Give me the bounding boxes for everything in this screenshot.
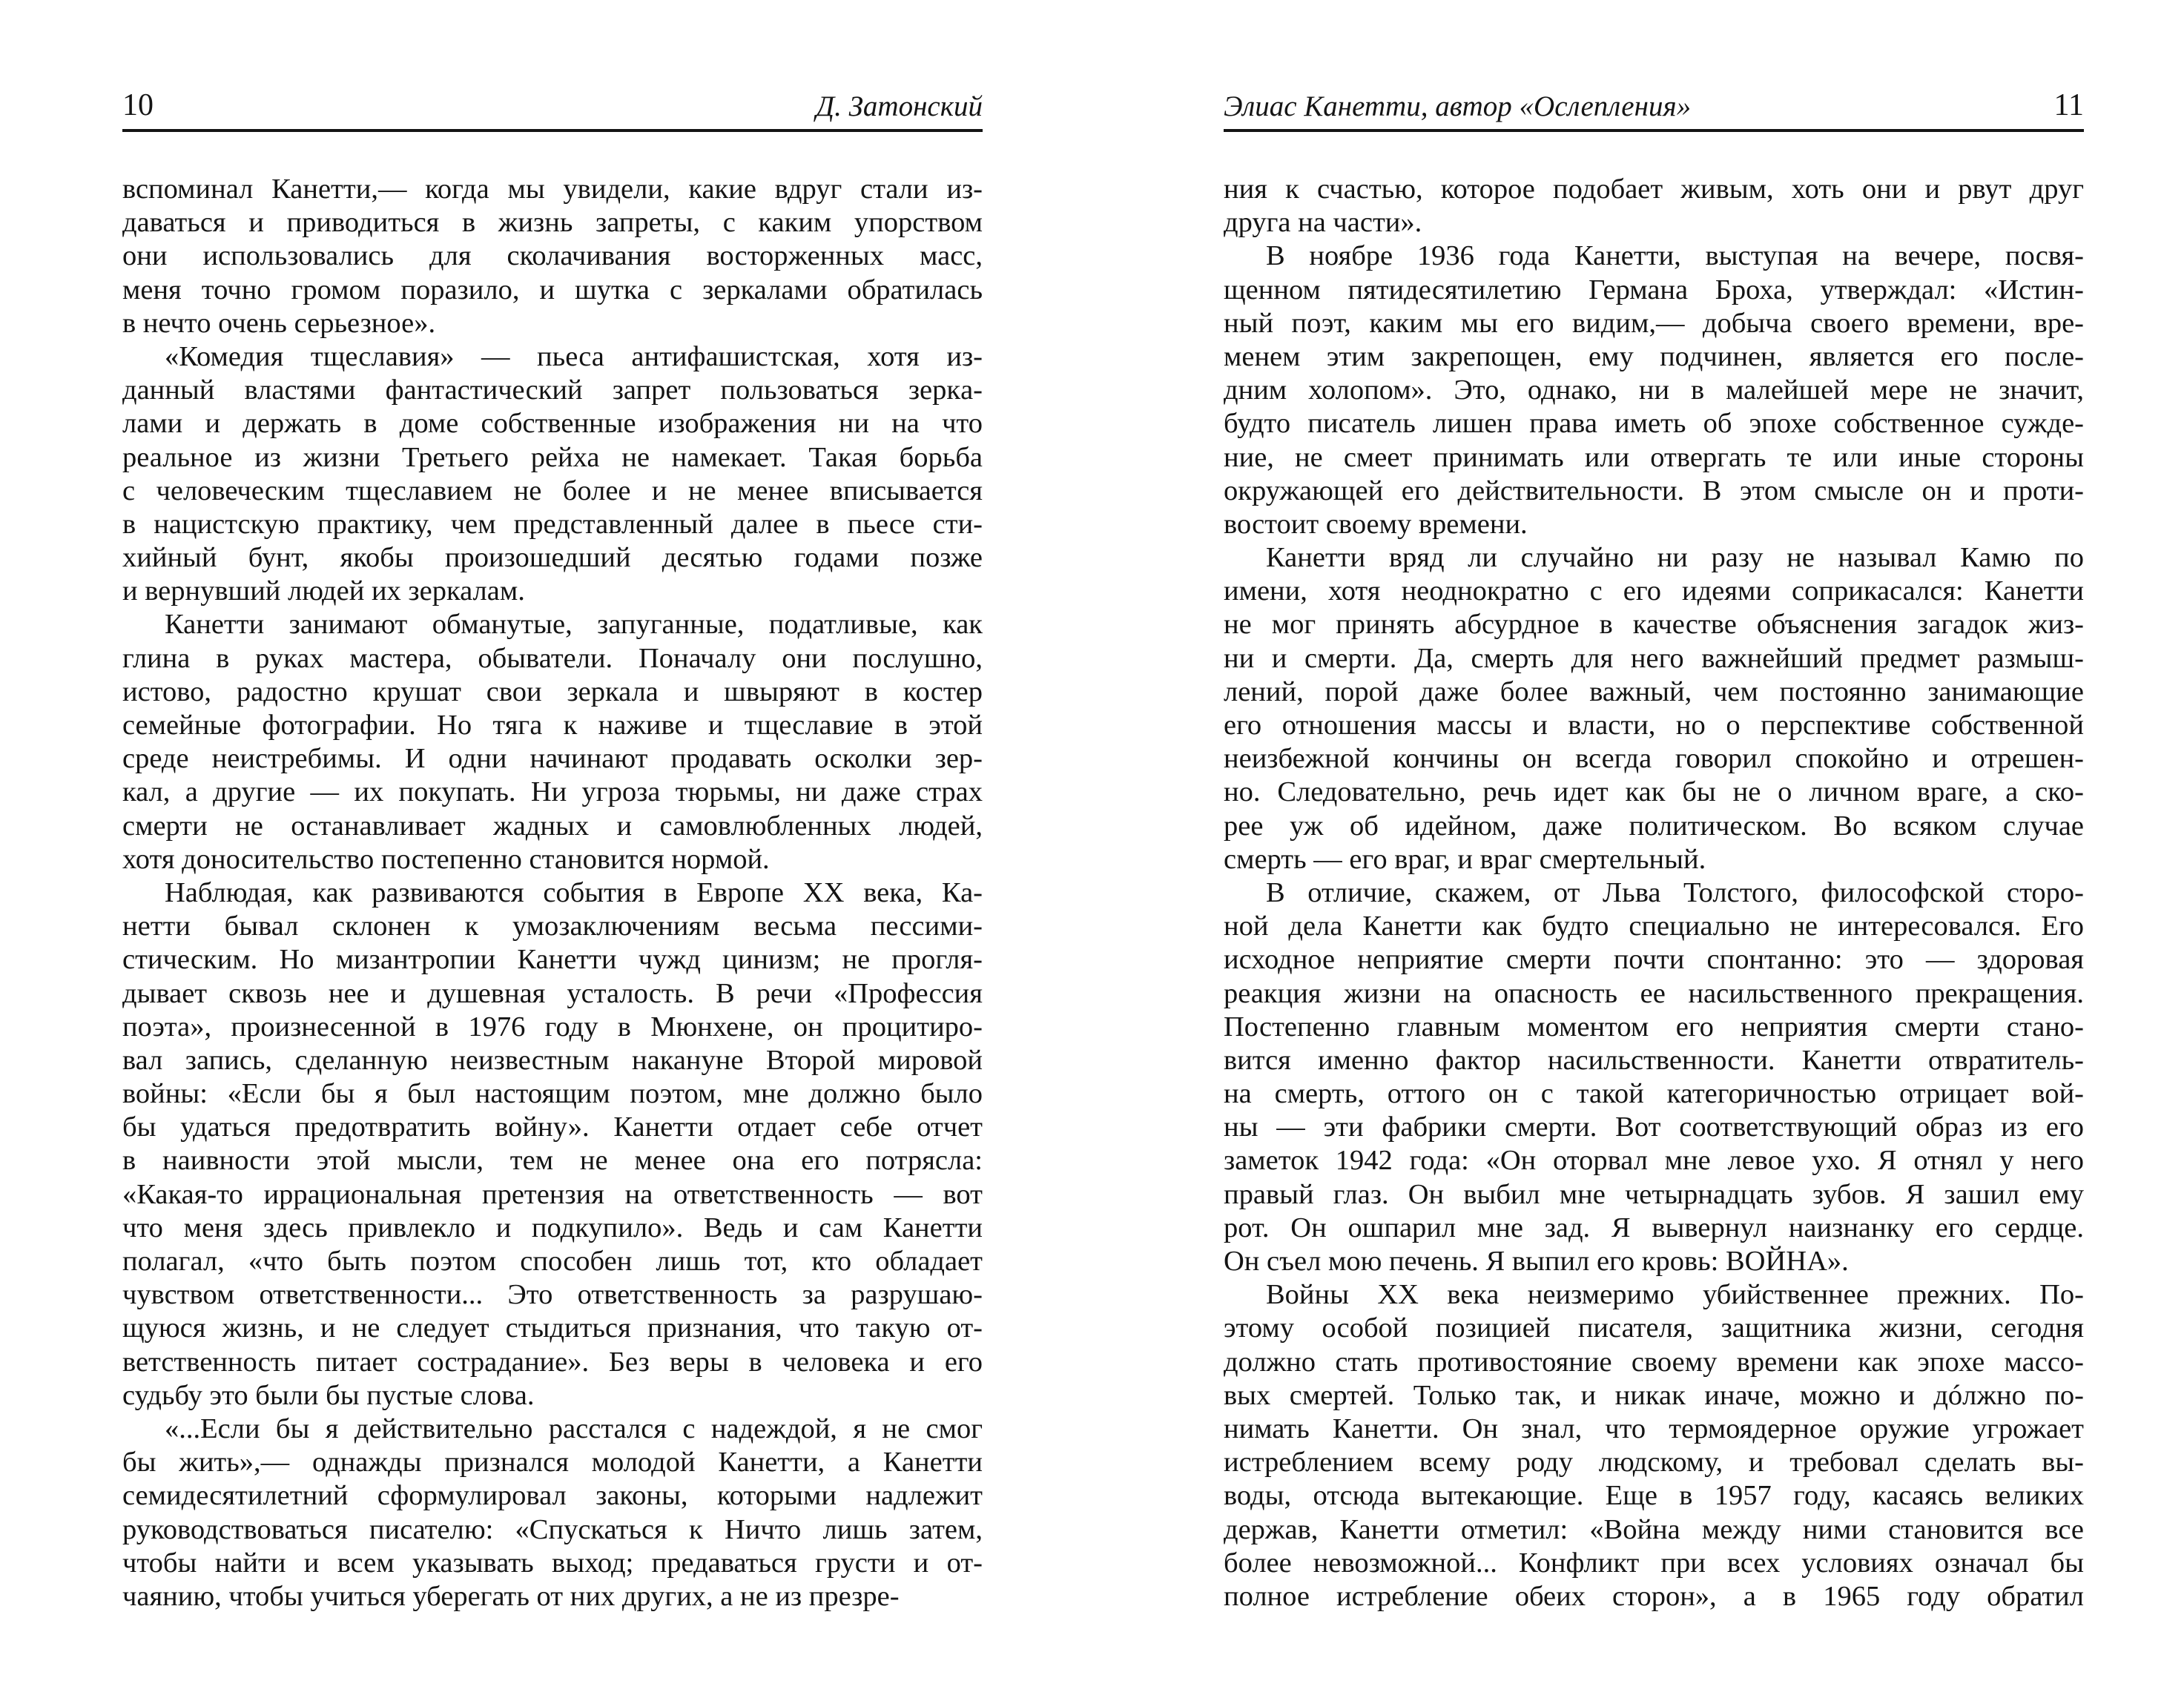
text-line: менем этим закрепощен, ему подчинен, является его после- [1224,340,2084,372]
text-line: не мог принять абсурдное в качестве объяснения загадок жиз- [1224,609,2084,641]
text-line: чаянию, чтобы учиться уберегать от них других, а не из презре- [122,1580,900,1612]
text-line: семейные фотографии. Но тяга к наживе и тщеславие в этой [122,710,983,741]
text-line: истово, радостно крушат свои зеркала и швыряют в костер [122,675,983,707]
text-line: «...Если бы я действительно расстался с надеждой, я не смог [165,1412,983,1444]
text-line: поэта», произнесенной в 1976 году в Мюнхене, он процитиро- [122,1011,983,1043]
text-line: полное истребление обеих сторон», а в 1965 году обратил [1224,1580,2084,1612]
text-line: дывает сквозь нее и душевная усталость. В речи «Профессия [122,977,983,1009]
text-line: дним холопом». Это, однако, ни в малейшей мере не значит, [1224,374,2084,406]
text-line: В ноябре 1936 года Канетти, выступая на вечере, посвя- [1266,240,2084,272]
text-line: истреблением всему роду людскому, и требовал сделать вы- [1224,1447,2084,1478]
right-page [1224,0,2084,1695]
text-line: исходное неприятие смерти почти спонтанно: это — здоровая [1224,944,2084,976]
text-line: что меня здесь привлекло и подкупило». Ведь и сам Канетти [122,1212,983,1243]
text-line: востоит своему времени. [1224,508,1528,540]
text-line: ветственность питает сострадание». Без веры в человека и его [122,1346,983,1378]
left-page-text [122,173,983,1613]
text-line: среде неистребимы. И одни начинают продавать осколки зер- [122,743,983,775]
running-head-left [122,83,983,132]
text-line: глина в руках мастера, обыватели. Поначалу они послушно, [122,642,983,674]
text-line: реакция жизни на опасность ее насильственного прекращения. [1224,977,2084,1009]
text-line: ной дела Канетти как будто специально не интересовался. Его [1224,911,2084,942]
text-line: держав, Канетти отметил: «Война между ними становится все [1224,1513,2084,1545]
text-line: бы жить»,— однажды признался молодой Канетти, а Канетти [122,1447,983,1478]
text-line: войны: «Если бы я был настоящим поэтом, мне должно было [122,1078,983,1110]
text-line: Он съел мою печень. Я выпил его кровь: ВОЙНА». [1224,1246,1849,1277]
running-title-right: Элиас Канетти, автор «Ослепления» [1224,90,1692,122]
text-line: В отличие, скажем, от Льва Толстого, философской сторо- [1266,876,2084,908]
text-line: реальное из жизни Третьего рейха не намекает. Такая борьба [122,441,983,473]
page-number-right: 11 [2053,88,2084,122]
left-page [122,0,983,1695]
running-head-right [1224,83,2084,132]
text-line: в нечто очень серьезное». [122,307,436,339]
text-line: кал, а другие — их покупать. Ни угроза тюрьмы, ни даже страх [122,776,983,808]
text-line: и вернувший людей их зеркалам. [122,575,525,607]
text-line: более невозможной... Конфликт при всех условиях означал бы [1224,1547,2084,1579]
text-line: нетти бывал склонен к умозаключениям весьма пессими- [122,911,983,942]
text-line: чувством ответственности... Это ответственность за разрушаю- [122,1279,983,1311]
text-line: руководствоваться писателю: «Спускаться к Ничто лишь затем, [122,1513,983,1545]
text-line: меня точно громом поразило, и шутка с зеркалами обратилась [122,274,983,305]
running-title-left: Д. Затонский [816,90,983,122]
text-line: вится именно фактор насильственности. Канетти отвратитель- [1224,1044,2084,1076]
text-line: будто писатель лишен права иметь об эпохе собственное сужде- [1224,408,2084,440]
text-line: бы удаться предотвратить войну». Канетти отдает себе отчет [122,1111,983,1143]
text-line: щенном пятидесятилетию Германа Броха, утверждал: «Истин- [1224,274,2084,305]
text-line: вал запись, сделанную неизвестным накануне Второй мировой [122,1044,983,1076]
text-line: воды, отсюда вытекающие. Еще в 1957 году, касаясь великих [1224,1480,2084,1512]
text-line: его отношения массы и власти, но о перспективе собственной [1224,710,2084,741]
text-line: ны — эти фабрики смерти. Вот соответствующий образ из его [1224,1111,2084,1143]
text-line: нимать Канетти. Он знал, что термоядерное оружие угрожает [1224,1412,2084,1444]
text-line: в наивности этой мысли, тем не менее она его потрясла: [122,1145,983,1177]
text-line: Канетти вряд ли случайно ни разу не называл Камю по [1266,542,2084,574]
text-line: смерти не останавливает жадных и самовлюбленных людей, [122,810,983,842]
text-line: имени, хотя неоднократно с его идеями соприкасался: Канетти [1224,575,2084,607]
text-line: полагал, «что быть поэтом способен лишь тот, кто обладает [122,1246,983,1277]
text-line: должно стать противостояние своему времени как эпохе массо- [1224,1346,2084,1378]
text-line: с человеческим тщеславием не более и не менее вписывается [122,475,983,506]
text-line: семидесятилетний сформулировал законы, которыми надлежит [122,1480,983,1512]
text-line: Канетти занимают обманутые, запуганные, податливые, как [165,609,983,641]
page-number-left: 10 [122,88,154,122]
text-line: ние, не смеет принимать или отвергать те или иные стороны [1224,441,2084,473]
text-line: ный поэт, каким мы его видим,— добыча своего времени, вре- [1224,307,2084,339]
text-line: окружающей его действительности. В этом смысле он и проти- [1224,475,2084,506]
text-line: судьбу это были бы пустые слова. [122,1379,535,1411]
text-line: смерть — его враг, и враг смертельный. [1224,843,1706,875]
text-line: хотя доносительство постепенно становится нормой. [122,843,770,875]
text-line: в нацистскую практику, чем представленный далее в пьесе сти- [122,508,983,540]
text-line: чтобы найти и всем указывать выход; предаваться грусти и от- [122,1547,983,1579]
text-line: ни и смерти. Да, смерть для него важнейший предмет размыш- [1224,642,2084,674]
text-line: хийный бунт, якобы произошедший десятью годами позже [122,542,983,574]
text-line: щуюся жизнь, и не следует стыдиться признания, что такую от- [122,1312,983,1344]
text-line: заметок 1942 года: «Он оторвал мне левое ухо. Я отнял у него [1224,1145,2084,1177]
text-line: лами и держать в доме собственные изображения ни на что [122,408,983,440]
text-line: «Комедия тщеславия» — пьеса антифашистская, хотя из- [165,340,983,372]
text-line: лений, порой даже более важный, чем постоянно занимающие [1224,675,2084,707]
right-page-text [1224,173,2084,1613]
text-line: друга на части». [1224,207,1422,239]
text-line: данный властями фантастический запрет пользоваться зеркa- [122,374,983,406]
text-line: даваться и приводиться в жизнь запреты, с каким упорством [122,207,983,239]
text-line: «Какая-то иррациональная претензия на ответственность — вот [122,1178,983,1210]
text-line: Наблюдая, как развиваются события в Европе XX века, Ка- [165,876,983,908]
text-line: правый глаз. Он выбил мне четырнадцать зубов. Я зашил ему [1224,1178,2084,1210]
text-line: стическим. Но мизантропии Канетти чужд цинизм; не прогля- [122,944,983,976]
text-line: рее уж об идейном, даже политическом. Во всяком случае [1224,810,2084,842]
text-line: Постепенно главным моментом его неприятия смерти стано- [1224,1011,2084,1043]
text-line: ния к счастью, которое подобает живым, хоть они и рвут друг [1224,174,2084,205]
text-line: вспоминал Канетти,— когда мы увидели, какие вдруг стали из- [122,174,983,205]
text-line: рот. Он ошпарил мне зад. Я вывернул наизнанку его сердце. [1224,1212,2084,1243]
text-line: на смерть, оттого он с такой категоричностью отрицает вой- [1224,1078,2084,1110]
text-line: Войны XX века неизмеримо убийственнее прежних. По- [1266,1279,2084,1311]
text-line: этому особой позицией писателя, защитника жизни, сегодня [1224,1312,2084,1344]
text-line: но. Следовательно, речь идет как бы не о личном враге, а ско- [1224,776,2084,808]
text-line: вых смертей. Только так, и никак иначе, можно и дóлжно по- [1224,1379,2084,1411]
text-line: неизбежной кончины он всегда говорил спокойно и отрешен- [1224,743,2084,775]
text-line: они использовались для сколачивания восторженных масс, [122,240,983,272]
